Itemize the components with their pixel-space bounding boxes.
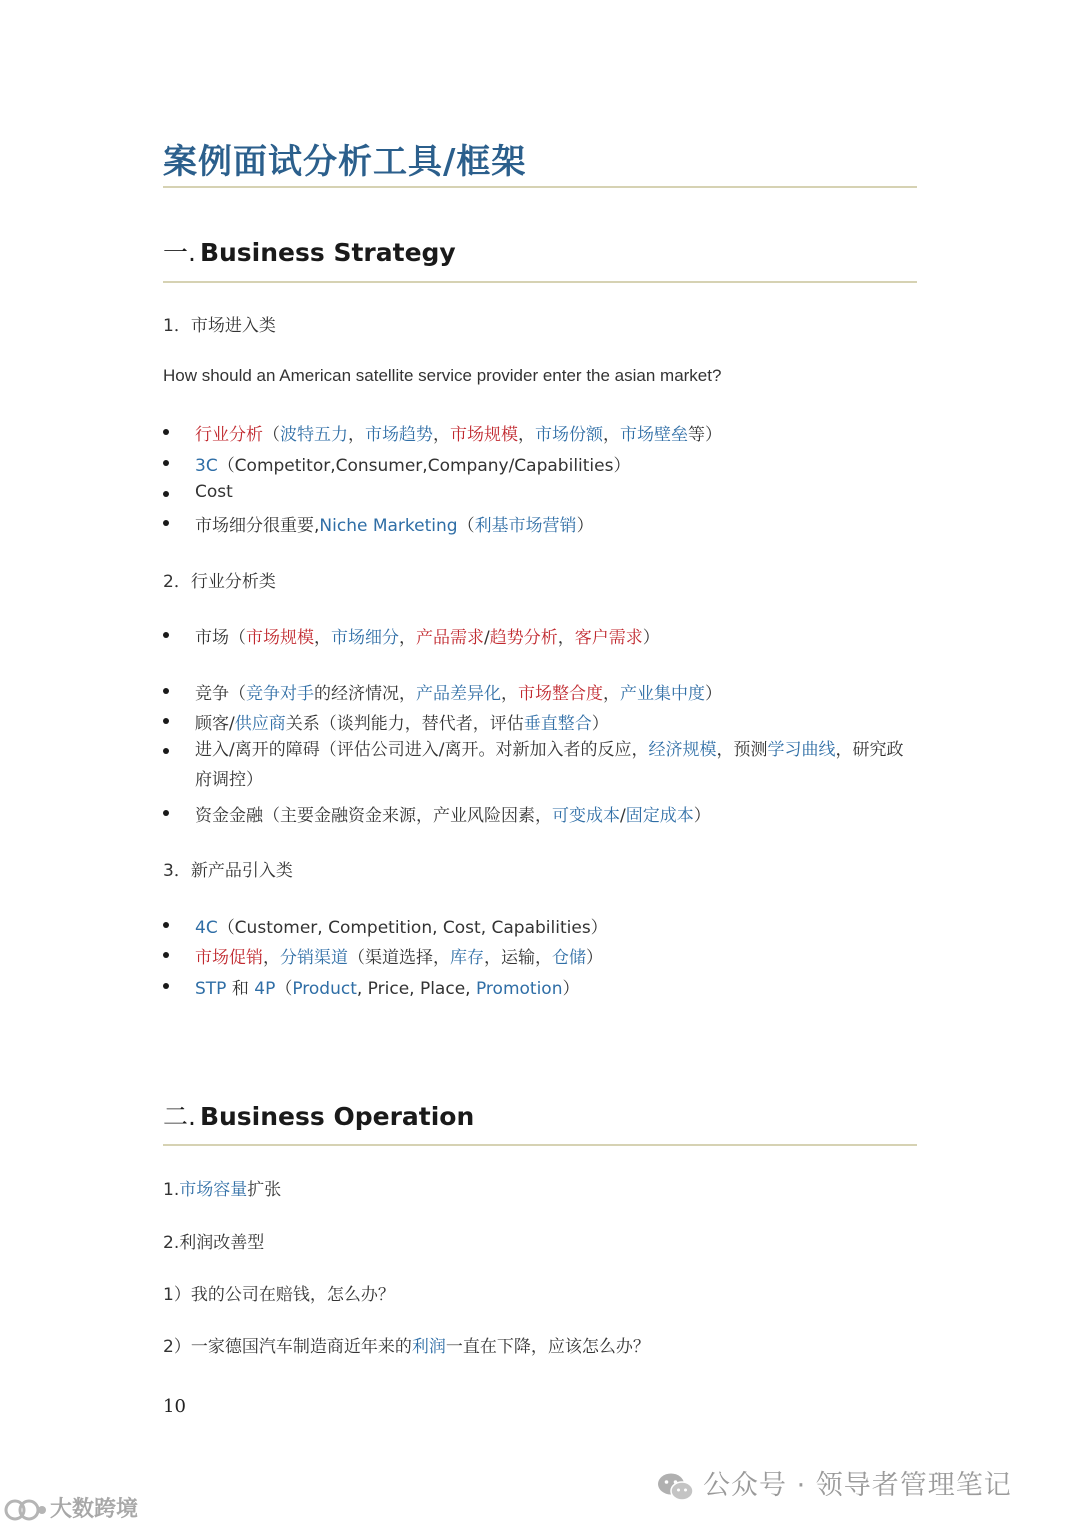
text-segment: 一直在下降，应该怎么办？ (445, 1337, 650, 1357)
text-segment: 1. (163, 1180, 180, 1200)
text-segment: ） (586, 948, 603, 968)
subsection-heading-new-product: 3．新产品引入类 (163, 861, 293, 881)
highlight-blue-term: 市场趋势 (365, 425, 433, 445)
text-segment: （ (275, 979, 293, 999)
highlight-blue-term: 市场细分 (331, 628, 399, 648)
section-divider (163, 281, 917, 283)
bullet-icon (163, 810, 169, 816)
list-item-text (195, 709, 609, 734)
highlight-blue-term: 市场壁垒 (620, 425, 688, 445)
highlight-blue-term: 仓储 (552, 948, 586, 968)
subsection-heading-capacity-expansion (163, 1175, 281, 1200)
highlight-blue-term: 库存 (450, 948, 484, 968)
bullet-icon (163, 520, 169, 526)
bullet-icon (163, 632, 169, 638)
highlight-blue-term: 产品差异化 (416, 684, 501, 704)
highlight-blue-term: 竞争对手 (246, 684, 314, 704)
highlight-blue-term: 波特五力 (280, 425, 348, 445)
text-segment: （Customer, Competition, Cost, Capabilities） (217, 918, 608, 938)
text-segment: ， (399, 628, 416, 648)
section-title: Business Strategy (199, 238, 456, 267)
text-segment: 和 (226, 979, 255, 999)
highlight-red-term: 市场规模 (450, 425, 518, 445)
list-item-text (195, 801, 711, 826)
text-segment: 2.利润改善型 (163, 1233, 265, 1253)
text-segment: 顾客/ (195, 714, 235, 734)
text-segment: ， (263, 948, 280, 968)
list-item-text (195, 943, 603, 968)
corner-watermark-text: 大数跨境 (50, 1497, 139, 1522)
list-item-text (195, 679, 722, 704)
bullet-icon (163, 460, 169, 466)
case-question (163, 1280, 395, 1305)
text-segment: ， (603, 684, 620, 704)
wechat-watermark (657, 1463, 1012, 1502)
list-item-text (195, 482, 233, 502)
text-segment: ） (693, 806, 711, 826)
highlight-red-term: 市场促销 (195, 948, 263, 968)
subsection-heading-market-entry: 1．市场进入类 (163, 316, 276, 336)
highlight-blue-term: 3C (195, 456, 218, 476)
highlight-red-term: 市场规模 (246, 628, 314, 648)
highlight-blue-term: 4P (254, 979, 276, 999)
text-segment: 关系（谈判能力，替代者，评估 (285, 714, 524, 734)
text-segment: 的经济情况， (314, 684, 416, 704)
bullet-icon (163, 922, 169, 928)
title-divider (163, 186, 917, 188)
text-segment: ） (576, 516, 594, 536)
highlight-blue-term: 产业集中度 (620, 684, 705, 704)
text-segment: ） (705, 684, 722, 704)
list-item-text (195, 913, 608, 938)
text-segment: （渠道选择， (348, 948, 450, 968)
highlight-blue-term: 4C (195, 918, 218, 938)
text-segment: 市场（ (195, 628, 246, 648)
list-item-text (195, 735, 915, 795)
watermark-text: 公众号 · 领导者管理笔记 (703, 1470, 1012, 1501)
text-segment: ） (642, 628, 660, 648)
section-heading-business-operation (163, 1097, 474, 1133)
section-title: Business Operation (199, 1102, 475, 1131)
text-segment: ， (433, 425, 450, 445)
highlight-blue-term: 学习曲线 (767, 740, 836, 760)
list-item-text (195, 420, 722, 445)
text-segment: 市场细分很重要, (195, 516, 320, 536)
bullet-icon (163, 748, 169, 754)
list-item-text (195, 451, 630, 476)
corner-watermark (4, 1492, 138, 1523)
highlight-red-term: 产品需求 (416, 628, 484, 648)
section-number: 一. (163, 238, 196, 267)
text-segment: / (620, 806, 626, 826)
text-segment: Cost (195, 482, 233, 502)
text-segment: ， (314, 628, 331, 648)
text-segment: ， (557, 628, 575, 648)
text-segment: 扩张 (247, 1180, 282, 1200)
list-item-text (195, 974, 579, 999)
bullet-icon (163, 718, 169, 724)
bullet-icon (163, 429, 169, 435)
text-segment: 2）一家德国汽车制造商近年来的 (163, 1337, 412, 1357)
bullet-icon (163, 491, 169, 497)
highlight-blue-term: STP (195, 979, 227, 999)
section-divider (163, 1144, 917, 1146)
list-item-text (195, 511, 594, 536)
text-segment: ， (518, 425, 535, 445)
text-segment: ， (603, 425, 620, 445)
text-segment: 进入/离开的障碍（评估公司进入/离开。对新加入者的反应， (195, 740, 649, 760)
text-segment: ， (501, 684, 518, 704)
highlight-blue-term: Promotion (475, 979, 563, 999)
highlight-blue-term: Niche Marketing (319, 516, 458, 536)
wechat-icon (657, 1472, 695, 1502)
highlight-blue-term: 垂直整合 (523, 714, 592, 734)
section-number: 二. (163, 1102, 196, 1131)
text-segment: ） (562, 979, 580, 999)
text-segment: ， (348, 425, 365, 445)
page-number: 10 (163, 1396, 186, 1417)
highlight-red-term: 趋势分析 (489, 628, 558, 648)
highlight-red-term: 客户需求 (574, 628, 643, 648)
highlight-blue-term: 供应商 (234, 714, 286, 734)
bullet-icon (163, 952, 169, 958)
text-segment: （Competitor,Consumer,Company/Capabilities） (217, 456, 631, 476)
bullet-icon (163, 983, 169, 989)
text-segment: ） (591, 714, 609, 734)
highlight-blue-term: 固定成本 (625, 806, 694, 826)
brand-logo-icon (4, 1497, 48, 1523)
bullet-icon (163, 688, 169, 694)
highlight-blue-term: 市场份额 (535, 425, 603, 445)
text-segment: （ (263, 425, 280, 445)
list-item (163, 735, 923, 797)
text-segment: 竞争（ (195, 684, 246, 704)
highlight-red-term: 市场整合度 (518, 684, 603, 704)
text-segment: ，运输， (484, 948, 552, 968)
case-question: How should an American satellite service provider enter the asian market? (163, 366, 722, 385)
text-segment: 等） (688, 425, 722, 445)
highlight-blue-term: 市场容量 (179, 1180, 248, 1200)
highlight-blue-term: 可变成本 (552, 806, 620, 826)
text-segment: / (484, 628, 490, 648)
subsection-heading-profit-improvement (163, 1228, 264, 1253)
page-title: 案例面试分析工具/框架 (163, 142, 527, 182)
text-segment: 1）我的公司在赔钱，怎么办？ (163, 1285, 395, 1305)
highlight-blue-term: 利润 (411, 1337, 446, 1357)
highlight-blue-term: 利基市场营销 (474, 516, 577, 536)
highlight-blue-term: 分销渠道 (280, 948, 348, 968)
section-heading-business-strategy (163, 233, 456, 269)
text-segment: 资金金融（主要金融资金来源，产业风险因素， (195, 806, 552, 826)
highlight-red-term: 行业分析 (195, 425, 263, 445)
case-question (163, 1332, 650, 1357)
highlight-blue-term: Product (292, 979, 357, 999)
text-segment: （ (457, 516, 475, 536)
text-segment: ，预测 (716, 740, 768, 760)
subsection-heading-industry-analysis: 2．行业分析类 (163, 572, 276, 592)
highlight-blue-term: 经济规模 (648, 740, 717, 760)
text-segment: ，研究政府调控） (195, 740, 904, 790)
list-item-text (195, 623, 660, 648)
text-segment: , Price, Place, (356, 979, 476, 999)
